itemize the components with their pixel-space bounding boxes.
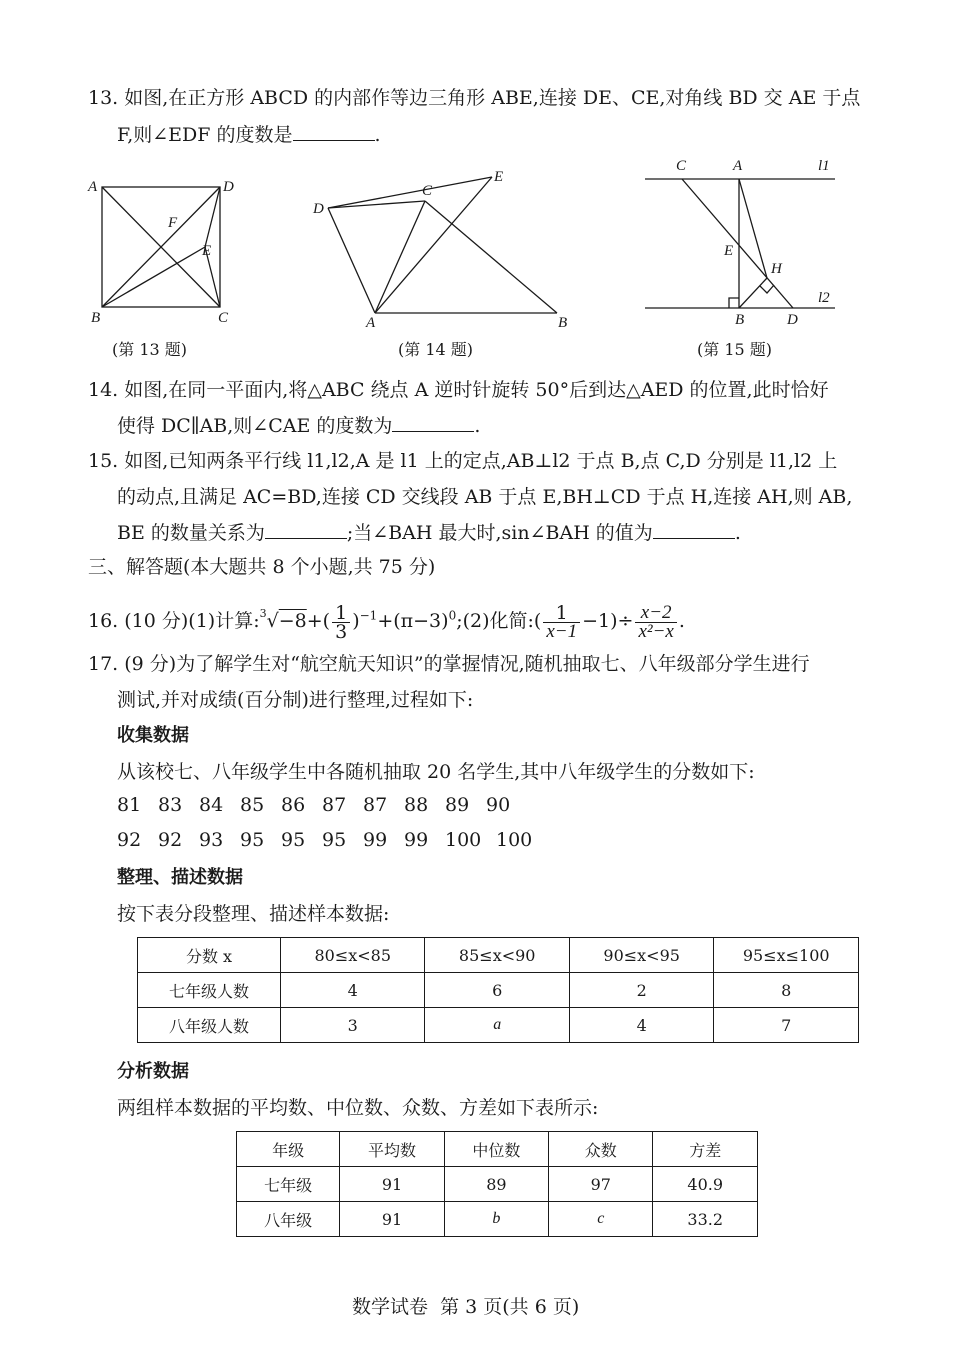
label-B: B [558,315,568,330]
table-cell: 97 [549,1167,653,1202]
label-l1: l1 [818,158,830,174]
table-cell: 91 [340,1202,444,1237]
label-E: E [724,243,734,259]
caption-14: (第 14 题) [398,340,474,359]
period: . [474,415,481,437]
q13-line1: 13. 如图,在正方形 ABCD 的内部作等边三角形 ABE,连接 DE、CE,对角线 BD 交 AE 于点 [88,87,861,109]
header-cell: 85≤x<90 [425,938,569,973]
answer-blank [293,122,375,141]
score: 87 [363,794,388,816]
score: 87 [322,794,347,816]
period: . [734,522,741,544]
label-C: C [422,183,433,199]
numerator: x−2 [635,604,676,623]
table-cell: 40.9 [653,1167,758,1202]
q15-text-b: ;当∠BAH 最大时,sin∠BAH 的值为 [346,522,653,544]
expr-part: +( [306,610,331,632]
label-C: C [218,310,229,325]
score: 92 [158,829,183,851]
score: 85 [240,794,265,816]
header-cell: 众数 [549,1132,653,1167]
label-H: H [771,261,782,277]
scores-row-2 [117,829,537,851]
scores-row-1 [117,794,527,816]
fraction-x-2 [635,601,676,642]
score: 86 [281,794,306,816]
figure-14 [310,165,580,330]
table-cell: 7 [714,1008,859,1043]
q14-line1: 14. 如图,在同一平面内,将△ABC 绕点 A 逆时针旋转 50°后到达△AED 的位置,此时恰好 [88,379,829,401]
expr-part: ;(2)化简:( [456,610,542,632]
label-A: A [366,315,376,330]
q15-line1: 15. 如图,已知两条平行线 l1,l2,A 是 l1 上的定点,AB⊥l2 于点 B,点 C,D 分别是 l1,l2 上 [88,450,838,472]
answer-blank [265,520,347,539]
score: 90 [486,794,511,816]
answer-blank [392,413,474,432]
table-header-row [237,1132,758,1167]
header-cell: 95≤x≤100 [714,938,859,973]
heading-analyze: 分析数据 [117,1061,189,1082]
fraction-1-x-1 [543,601,580,642]
label-B: B [91,310,101,325]
table-cell: 八年级 [237,1202,340,1237]
header-cell: 90≤x<95 [569,938,713,973]
heading-organize: 整理、描述数据 [117,867,243,888]
table-distribution [137,937,859,1043]
q17-line2: 测试,并对成绩(百分制)进行整理,过程如下: [117,689,474,711]
heading-collect: 收集数据 [117,725,189,746]
header-cell: 分数 x [138,938,281,973]
table-cell: 8 [714,973,859,1008]
section-heading: 三、解答题(本大题共 8 个小题,共 75 分) [88,556,436,578]
table-cell: 七年级人数 [138,973,281,1008]
table-cell: 八年级人数 [138,1008,281,1043]
score: 81 [117,794,142,816]
score: 84 [199,794,224,816]
analyze-text: 两组样本数据的平均数、中位数、众数、方差如下表所示: [117,1097,599,1119]
score: 93 [199,829,224,851]
table-cell: c [549,1202,653,1237]
denominator: 3 [335,620,348,643]
exponent: 0 [448,608,457,623]
organize-text: 按下表分段整理、描述样本数据: [117,903,390,925]
label-E: E [494,169,504,185]
period: . [374,124,381,146]
table-cell: 89 [444,1167,548,1202]
score: 89 [445,794,470,816]
label-l2: l2 [818,290,830,306]
period: . [678,610,685,632]
q14-text: 使得 DC∥AB,则∠CAE 的度数为 [117,415,393,437]
table-cell: 91 [340,1167,444,1202]
exponent: −1 [359,608,378,623]
fraction-1-3 [332,601,350,643]
caption-15: (第 15 题) [697,340,773,359]
label-F: F [168,215,178,231]
label-E: E [202,243,212,259]
q16-prefix: 16. (10 分)(1)计算: [88,610,260,632]
score: 99 [363,829,388,851]
label-D: D [787,312,798,328]
q17-line1: 17. (9 分)为了解学生对“航空航天知识”的掌握情况,随机抽取七、八年级部分学生进行 [88,653,810,675]
q15-text-a: BE 的数量关系为 [117,522,265,544]
table-cell: 6 [425,973,569,1008]
numerator: 1 [543,604,580,623]
figure-13 [85,175,245,325]
expr-part: ) [352,610,360,632]
table-row [138,1008,859,1043]
score: 83 [158,794,183,816]
label-A: A [88,179,98,195]
cube-root: $^3$√−8 [259,607,307,632]
denominator: x²−x [638,620,674,642]
score: 100 [496,829,533,851]
q15-line2: 的动点,且满足 AC=BD,连接 CD 交线段 AB 于点 E,BH⊥CD 于点 H,连接 AH,则 AB, [117,486,853,508]
score: 95 [240,829,265,851]
label-D: D [313,201,324,217]
table-row [138,973,859,1008]
table-cell: a [425,1008,569,1043]
radicand: −8 [278,610,307,632]
q13-line2 [117,122,381,147]
header-cell: 年级 [237,1132,340,1167]
score: 95 [281,829,306,851]
q15-line3 [117,520,741,545]
header-cell: 方差 [653,1132,758,1167]
score: 95 [322,829,347,851]
table-row [237,1167,758,1202]
table-cell: 3 [281,1008,425,1043]
score: 100 [445,829,482,851]
table-cell: b [444,1202,548,1237]
table-row [237,1202,758,1237]
caption-13: (第 13 题) [112,340,188,359]
label-B: B [735,312,745,328]
q13-text: F,则∠EDF 的度数是 [117,124,293,146]
expr-part: +(π−3) [377,610,449,632]
header-cell: 平均数 [340,1132,444,1167]
collect-text: 从该校七、八年级学生中各随机抽取 20 名学生,其中八年级学生的分数如下: [117,761,755,783]
score: 88 [404,794,429,816]
figure-15 [640,150,845,330]
table-cell: 4 [569,1008,713,1043]
label-D: D [223,179,234,195]
header-cell: 80≤x<85 [281,938,425,973]
answer-blank [653,520,735,539]
score: 92 [117,829,142,851]
table-cell: 七年级 [237,1167,340,1202]
numerator: 1 [332,604,350,623]
q16-line [88,596,685,641]
label-C: C [676,158,687,174]
label-A: A [733,158,743,174]
header-cell: 中位数 [444,1132,548,1167]
table-cell: 2 [569,973,713,1008]
q14-line2 [117,413,480,438]
table-statistics [236,1131,758,1237]
score: 99 [404,829,429,851]
expr-part: −1)÷ [582,610,634,632]
denominator: x−1 [546,620,578,642]
page-footer: 数学试卷 第 3 页(共 6 页) [352,1296,580,1318]
table-cell: 33.2 [653,1202,758,1237]
table-cell: 4 [281,973,425,1008]
table-header-row [138,938,859,973]
